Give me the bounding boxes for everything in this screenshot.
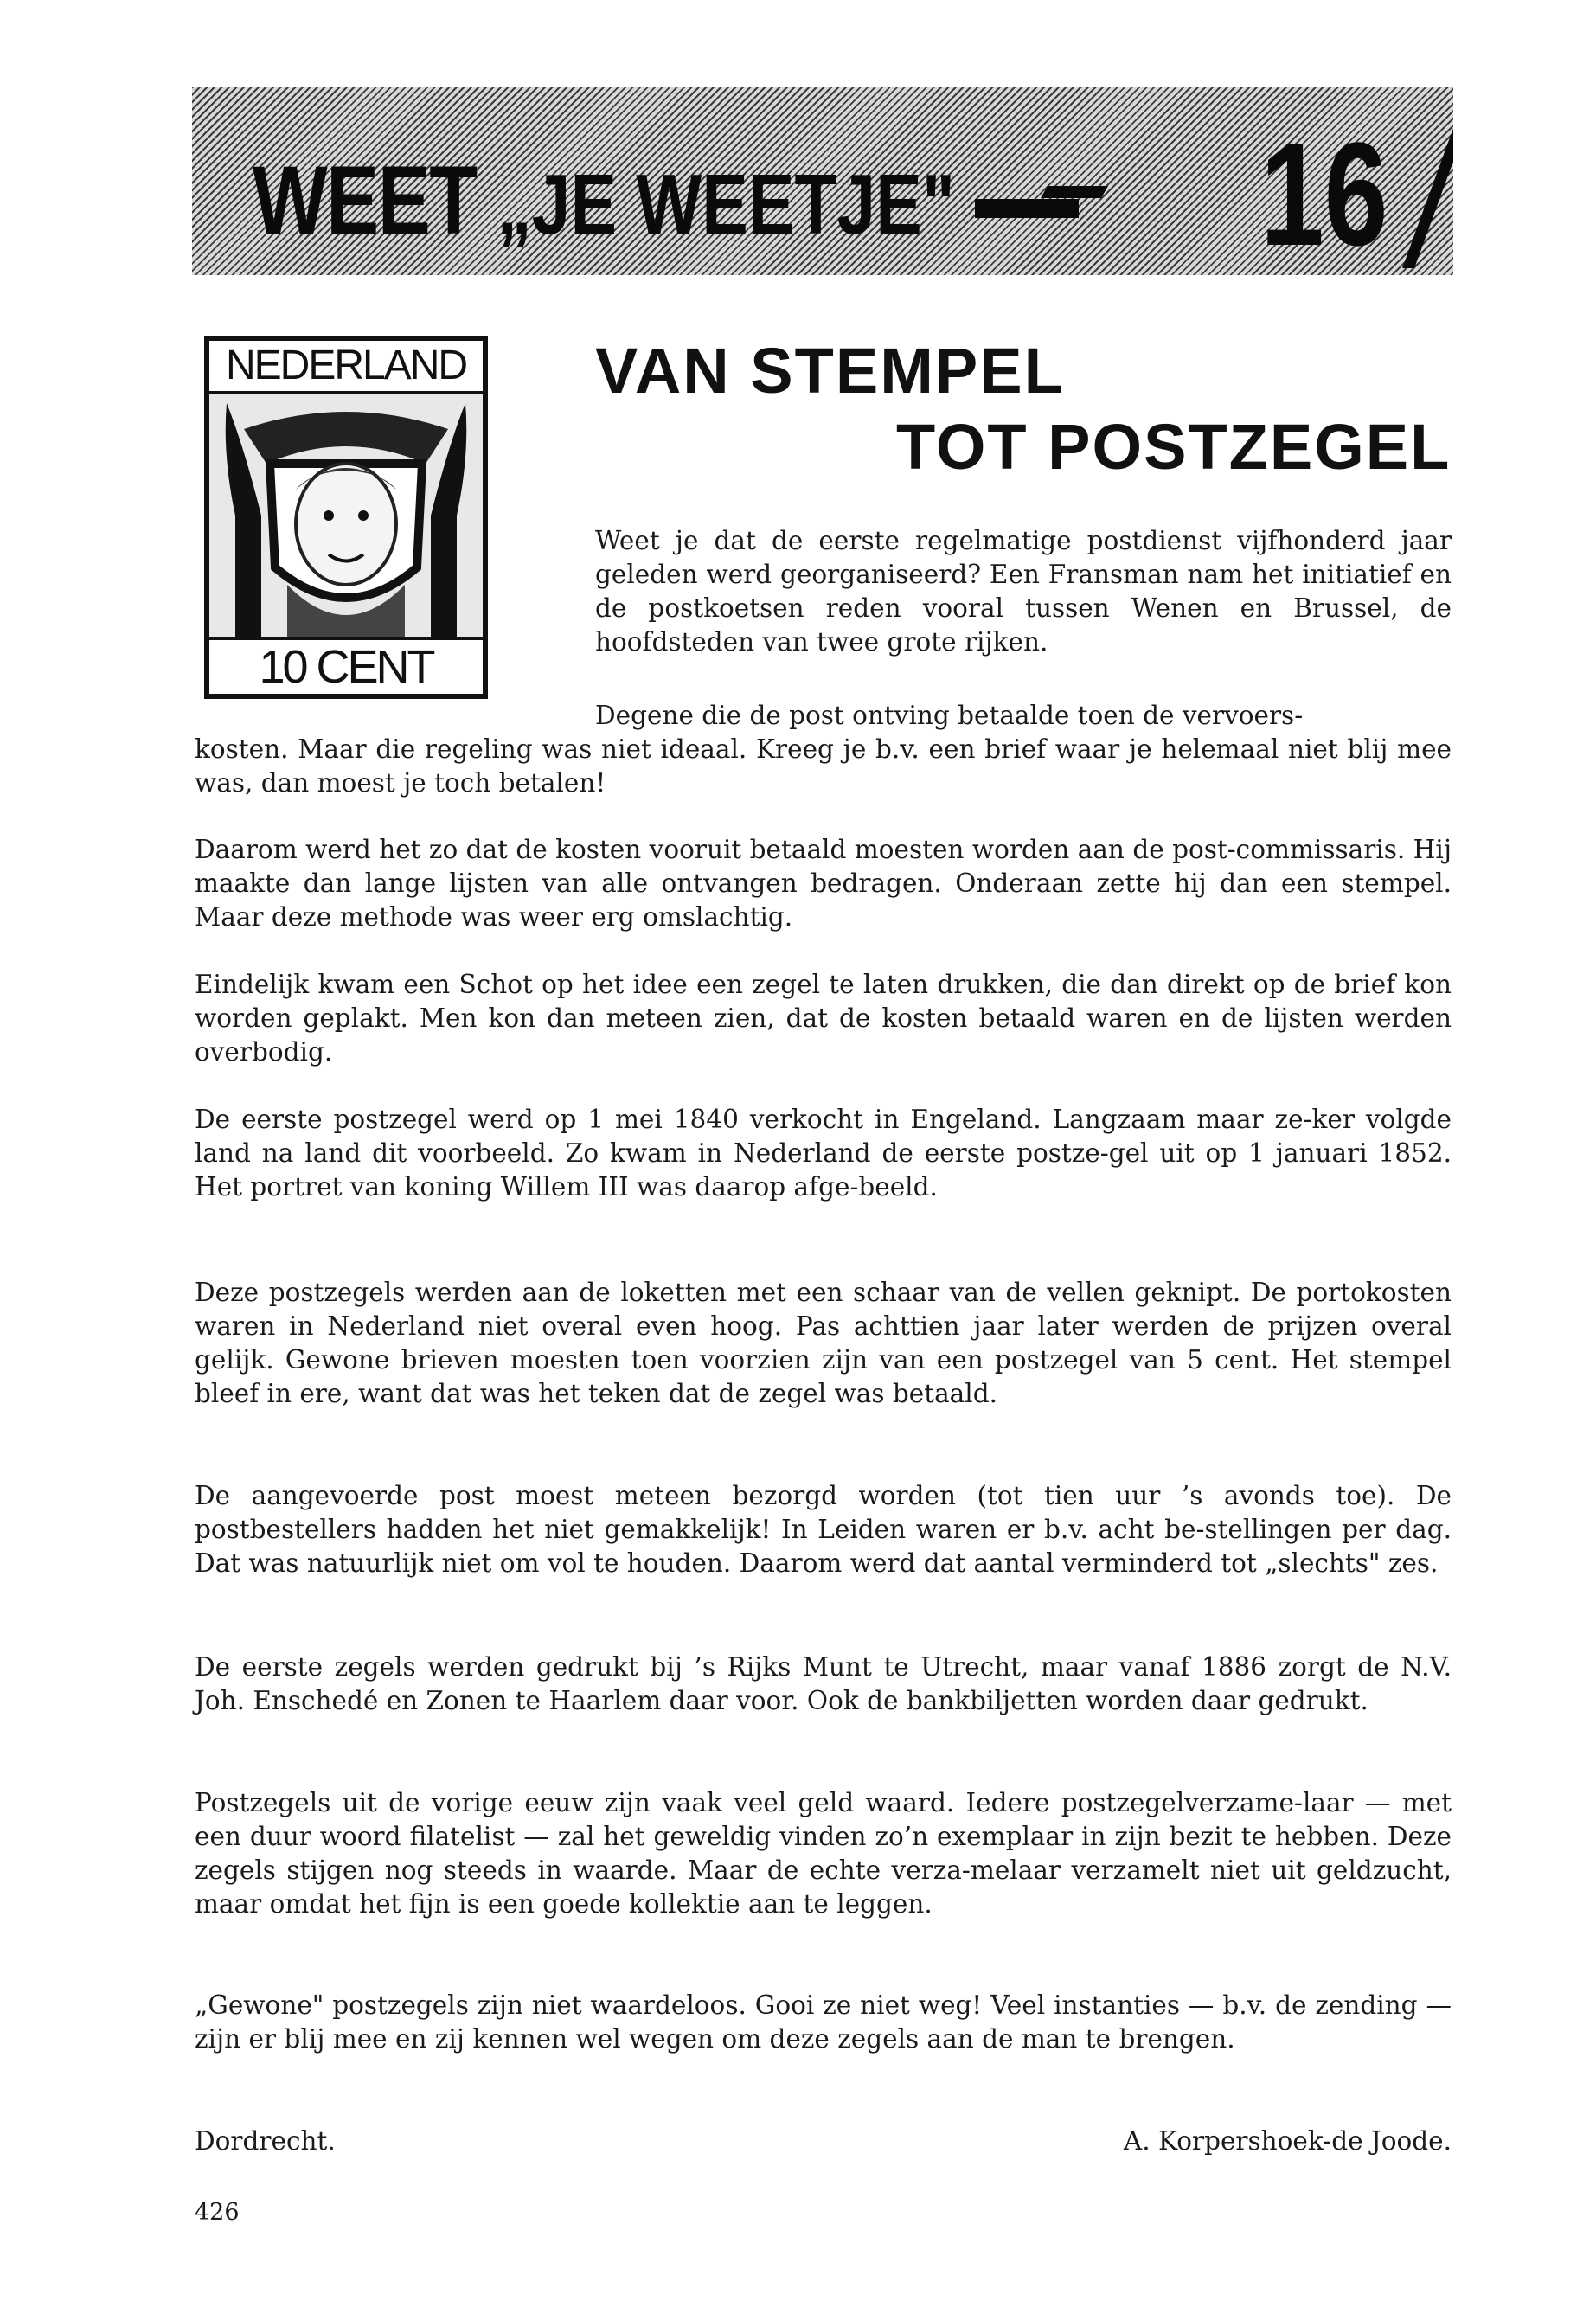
banner-title: [253, 146, 955, 254]
paragraph-8: De eerste zegels werden gedrukt bij ’s Rijks Munt te Utrecht, maar vanaf 1886 zorgt de N.V. Joh. Enschedé en Zonen te Haarlem daar voor. Ook de bankbiljetten worden daar gedrukt.: [195, 1652, 1452, 1715]
paragraph-4: Eindelijk kwam een Schot op het idee een zegel te laten drukken, die dan direkt op de brief kon worden geplakt. Men kon dan meteen zien, dat de kosten betaald waren en de lijsten werden overbodig.: [195, 970, 1452, 1067]
page-number: 426: [195, 2199, 240, 2226]
banner-dash-accent: [1041, 186, 1108, 198]
article-title-line-1: VAN STEMPEL: [595, 335, 1065, 407]
paragraph-7: De aangevoerde post moest meteen bezorgd worden (tot tien uur ’s avonds toe). De postbestellers hadden het niet gemakkelijk! In Leiden waren er b.v. acht be-stellingen per dag. Dat was natuurlijk niet om vol te houden. Daarom werd dat aantal verminderd tot „slechts" zes.: [195, 1481, 1452, 1578]
stamp-portrait-image: [209, 394, 483, 645]
banner-dash: [975, 199, 1079, 218]
author-signature: A. Korpershoek-de Joode.: [1123, 2126, 1452, 2156]
paragraph-3: Daarom werd het zo dat de kosten vooruit betaald moesten worden aan de post-commissaris. Hij maakte dan lange lijsten van alle ontvangen bedragen. Onderaan zette hij dan een stempel. Maar deze methode was weer erg omslachtig.: [195, 835, 1452, 932]
banner-number: 16: [1260, 112, 1388, 275]
banner-slash: [1402, 121, 1453, 268]
paragraph-6: Deze postzegels werden aan de loketten met een schaar van de vellen geknipt. De portokosten waren in Nederland niet overal even hoog. Pas achttien jaar later werden de prijzen overal gelijk. Gewone brieven moesten toen voorzien zijn van een postzegel van 5 cent. Het stempel bleef in ere, want dat was het teken dat de zegel was betaald.: [195, 1278, 1452, 1408]
paragraph-1: Weet je dat de eerste regelmatige postdienst vijfhonderd jaar geleden werd georganiseerd? Een Fransman nam het initiatief en de postkoetsen reden vooral tussen Wenen en Brussel, de hoofdsteden van twee grote rijken.: [595, 526, 1452, 657]
paragraph-10: „Gewone" postzegels zijn niet waardeloos. Gooi ze niet weg! Veel instanties — b.v. de zending — zijn er blij mee en zij kennen wel wegen om deze zegels aan de man te brengen.: [195, 1990, 1452, 2054]
stamp-country: NEDERLAND: [209, 341, 483, 394]
paragraph-9: Postzegels uit de vorige eeuw zijn vaak veel geld waard. Iedere postzegelverzame-laar — met een duur woord filatelist — zal het geweldig vinden zo’n exemplaar in zijn bezit te hebben. Deze zegels stijgen nog steeds in waarde. Maar de echte verza-melaar verzamelt niet uit geldzucht, maar omdat het fijn is een goede kollektie aan te leggen.: [195, 1788, 1452, 1919]
article-title-line-2: TOT POSTZEGEL: [896, 411, 1452, 483]
stamp-illustration: [204, 336, 488, 699]
paragraph-2-continuation: kosten. Maar die regeling was niet ideaal. Kreeg je b.v. een brief waar je helemaal niet blij mee was, dan moest je toch betalen!: [195, 734, 1452, 798]
header-banner: [192, 87, 1453, 275]
banner-title-quote: „JE WEETJE": [497, 157, 955, 252]
paragraph-2-intro: Degene die de post ontving betaalde toen de vervoers-: [595, 701, 1304, 730]
stamp-value: 10 CENT: [209, 637, 483, 694]
banner-title-word: WEET: [253, 146, 497, 254]
place-signature: Dordrecht.: [195, 2126, 336, 2156]
paragraph-5: De eerste postzegel werd op 1 mei 1840 verkocht in Engeland. Langzaam maar ze-ker volgde land na land dit voorbeeld. Zo kwam in Nederland de eerste postze-gel uit op 1 januari 1852. Het portret van koning Willem III was daarop afge-beeld.: [195, 1105, 1452, 1202]
